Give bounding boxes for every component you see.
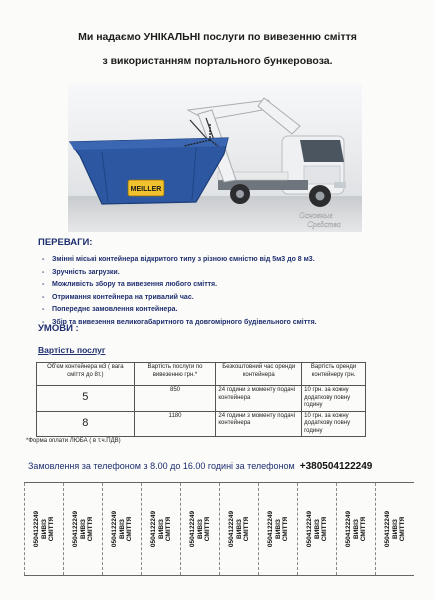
advantage-item: - Змінні міські контейнера відкритого типу з різною ємністю від 5м3 до 8 м3. bbox=[42, 254, 422, 267]
tear-off-line3: СМІТТЯ bbox=[164, 516, 172, 542]
tear-off-line3: СМІТТЯ bbox=[125, 516, 133, 542]
tear-off-line2: ВИВІЗ bbox=[235, 519, 243, 539]
tear-off-strip bbox=[24, 482, 414, 576]
price-table bbox=[36, 362, 366, 437]
tear-off-tab-text bbox=[33, 489, 56, 569]
tear-off-phone: 0504122249 bbox=[32, 510, 40, 548]
header-volume: Об'єм контейнера м3 ( вага сміття до 8т.) bbox=[37, 363, 135, 386]
tear-off-line2: ВИВІЗ bbox=[79, 519, 87, 539]
advantages-title: ПЕРЕВАГИ: bbox=[38, 237, 93, 248]
tear-off-line2: ВИВІЗ bbox=[391, 519, 399, 539]
tear-off-tab-text bbox=[306, 489, 329, 569]
cell-price: 1180 bbox=[134, 411, 216, 437]
cell-volume: 8 bbox=[37, 411, 135, 437]
container-logo: MEILLER bbox=[130, 186, 162, 193]
watermark-line1: Основные bbox=[299, 211, 333, 220]
prices-title: Вартість послуг bbox=[38, 345, 106, 355]
tear-off-line3: СМІТТЯ bbox=[203, 516, 211, 542]
tear-off-line3: СМІТТЯ bbox=[47, 516, 55, 542]
tear-off-tab[interactable] bbox=[258, 483, 297, 575]
tear-off-tab[interactable] bbox=[180, 483, 219, 575]
tear-off-tab-text bbox=[150, 489, 173, 569]
tear-off-phone: 0504122249 bbox=[110, 510, 118, 548]
cell-price: 850 bbox=[134, 386, 216, 412]
tear-off-line2: ВИВІЗ bbox=[196, 519, 204, 539]
tear-off-tab[interactable] bbox=[219, 483, 258, 575]
tear-off-tab[interactable] bbox=[102, 483, 141, 575]
page-title-line1: Ми надаємо УНІКАЛЬНІ послуги по вивезенню сміття bbox=[78, 31, 357, 43]
table-row bbox=[37, 411, 366, 437]
cell-rent: 10 грн. за кожну додаткову повну годину bbox=[302, 386, 366, 412]
advantage-item: - Отримання контейнера на тривалий час. bbox=[42, 292, 422, 305]
tear-off-line2: ВИВІЗ bbox=[274, 519, 282, 539]
tear-off-line2: ВИВІЗ bbox=[313, 519, 321, 539]
tear-off-line3: СМІТТЯ bbox=[86, 516, 94, 542]
tear-off-line2: ВИВІЗ bbox=[118, 519, 126, 539]
tear-off-line3: СМІТТЯ bbox=[320, 516, 328, 542]
tear-off-phone: 0504122249 bbox=[188, 510, 196, 548]
tear-off-line2: ВИВІЗ bbox=[157, 519, 165, 539]
tear-off-tab[interactable] bbox=[375, 483, 414, 575]
advantage-item: - Зручність загрузки. bbox=[42, 267, 422, 280]
tear-off-phone: 0504122249 bbox=[266, 510, 274, 548]
tear-off-tab-text bbox=[72, 489, 95, 569]
header-free-time: Безкоштовний час оренди контейнера bbox=[216, 363, 302, 386]
watermark-line2: Средства bbox=[307, 220, 341, 229]
payment-note: *Форма оплати ЛЮБА ( в т.ч.ПДВ) bbox=[26, 438, 121, 444]
tear-off-phone: 0504122249 bbox=[383, 510, 391, 548]
truck-photo bbox=[68, 84, 362, 232]
tear-off-line3: СМІТТЯ bbox=[281, 516, 289, 542]
cell-free-time: 24 години з моменту подачі контейнера bbox=[216, 411, 302, 437]
order-phone: +380504122249 bbox=[299, 461, 373, 472]
conditions-title: УМОВИ : bbox=[38, 323, 79, 334]
tear-off-tab-text bbox=[228, 489, 251, 569]
tear-off-tab[interactable] bbox=[141, 483, 180, 575]
cell-rent: 10 грн. за кожну додаткову повну годину bbox=[302, 411, 366, 437]
tear-off-tab[interactable] bbox=[63, 483, 102, 575]
order-text: Замовлення за телефоном з 8.00 до 16.00 годині за телефоном bbox=[28, 461, 295, 471]
tear-off-line3: СМІТТЯ bbox=[242, 516, 250, 542]
tear-off-tab[interactable] bbox=[24, 483, 63, 575]
tear-off-phone: 0504122249 bbox=[305, 510, 313, 548]
tear-off-tab-text bbox=[189, 489, 212, 569]
tear-off-tab-text bbox=[111, 489, 134, 569]
table-row bbox=[37, 386, 366, 412]
tear-off-line2: ВИВІЗ bbox=[40, 519, 48, 539]
header-price: Вартість послуги по вивезенню грн.* bbox=[134, 363, 216, 386]
cell-free-time: 24 години з моменту подачі контейнера bbox=[216, 386, 302, 412]
tear-off-phone: 0504122249 bbox=[149, 510, 157, 548]
order-line bbox=[28, 461, 372, 472]
advantage-item: - Збір та вивезення великогабаритного та довгомірного будівельного сміття. bbox=[42, 317, 422, 330]
tear-off-phone: 0504122249 bbox=[71, 510, 79, 548]
tear-off-tab-text bbox=[384, 489, 407, 569]
table-header-row bbox=[37, 363, 366, 386]
tear-off-line3: СМІТТЯ bbox=[359, 516, 367, 542]
advantages-list bbox=[42, 254, 422, 330]
tear-off-line2: ВИВІЗ bbox=[352, 519, 360, 539]
tear-off-phone: 0504122249 bbox=[227, 510, 235, 548]
cell-volume: 5 bbox=[37, 386, 135, 412]
tear-off-tab-text bbox=[267, 489, 290, 569]
advantage-item: - Попереднє замовлення контейнера. bbox=[42, 304, 422, 317]
tear-off-line3: СМІТТЯ bbox=[398, 516, 406, 542]
tear-off-tab[interactable] bbox=[336, 483, 375, 575]
tear-off-phone: 0504122249 bbox=[344, 510, 352, 548]
header-rent: Вартість оренди контейнеру грн. bbox=[302, 363, 366, 386]
page-title-line2: з використанням портального бункеровоза. bbox=[102, 55, 333, 67]
advantage-item: - Можливість збору та вивезення любого сміття. bbox=[42, 279, 422, 292]
tear-off-tab[interactable] bbox=[297, 483, 336, 575]
tear-off-tab-text bbox=[345, 489, 368, 569]
